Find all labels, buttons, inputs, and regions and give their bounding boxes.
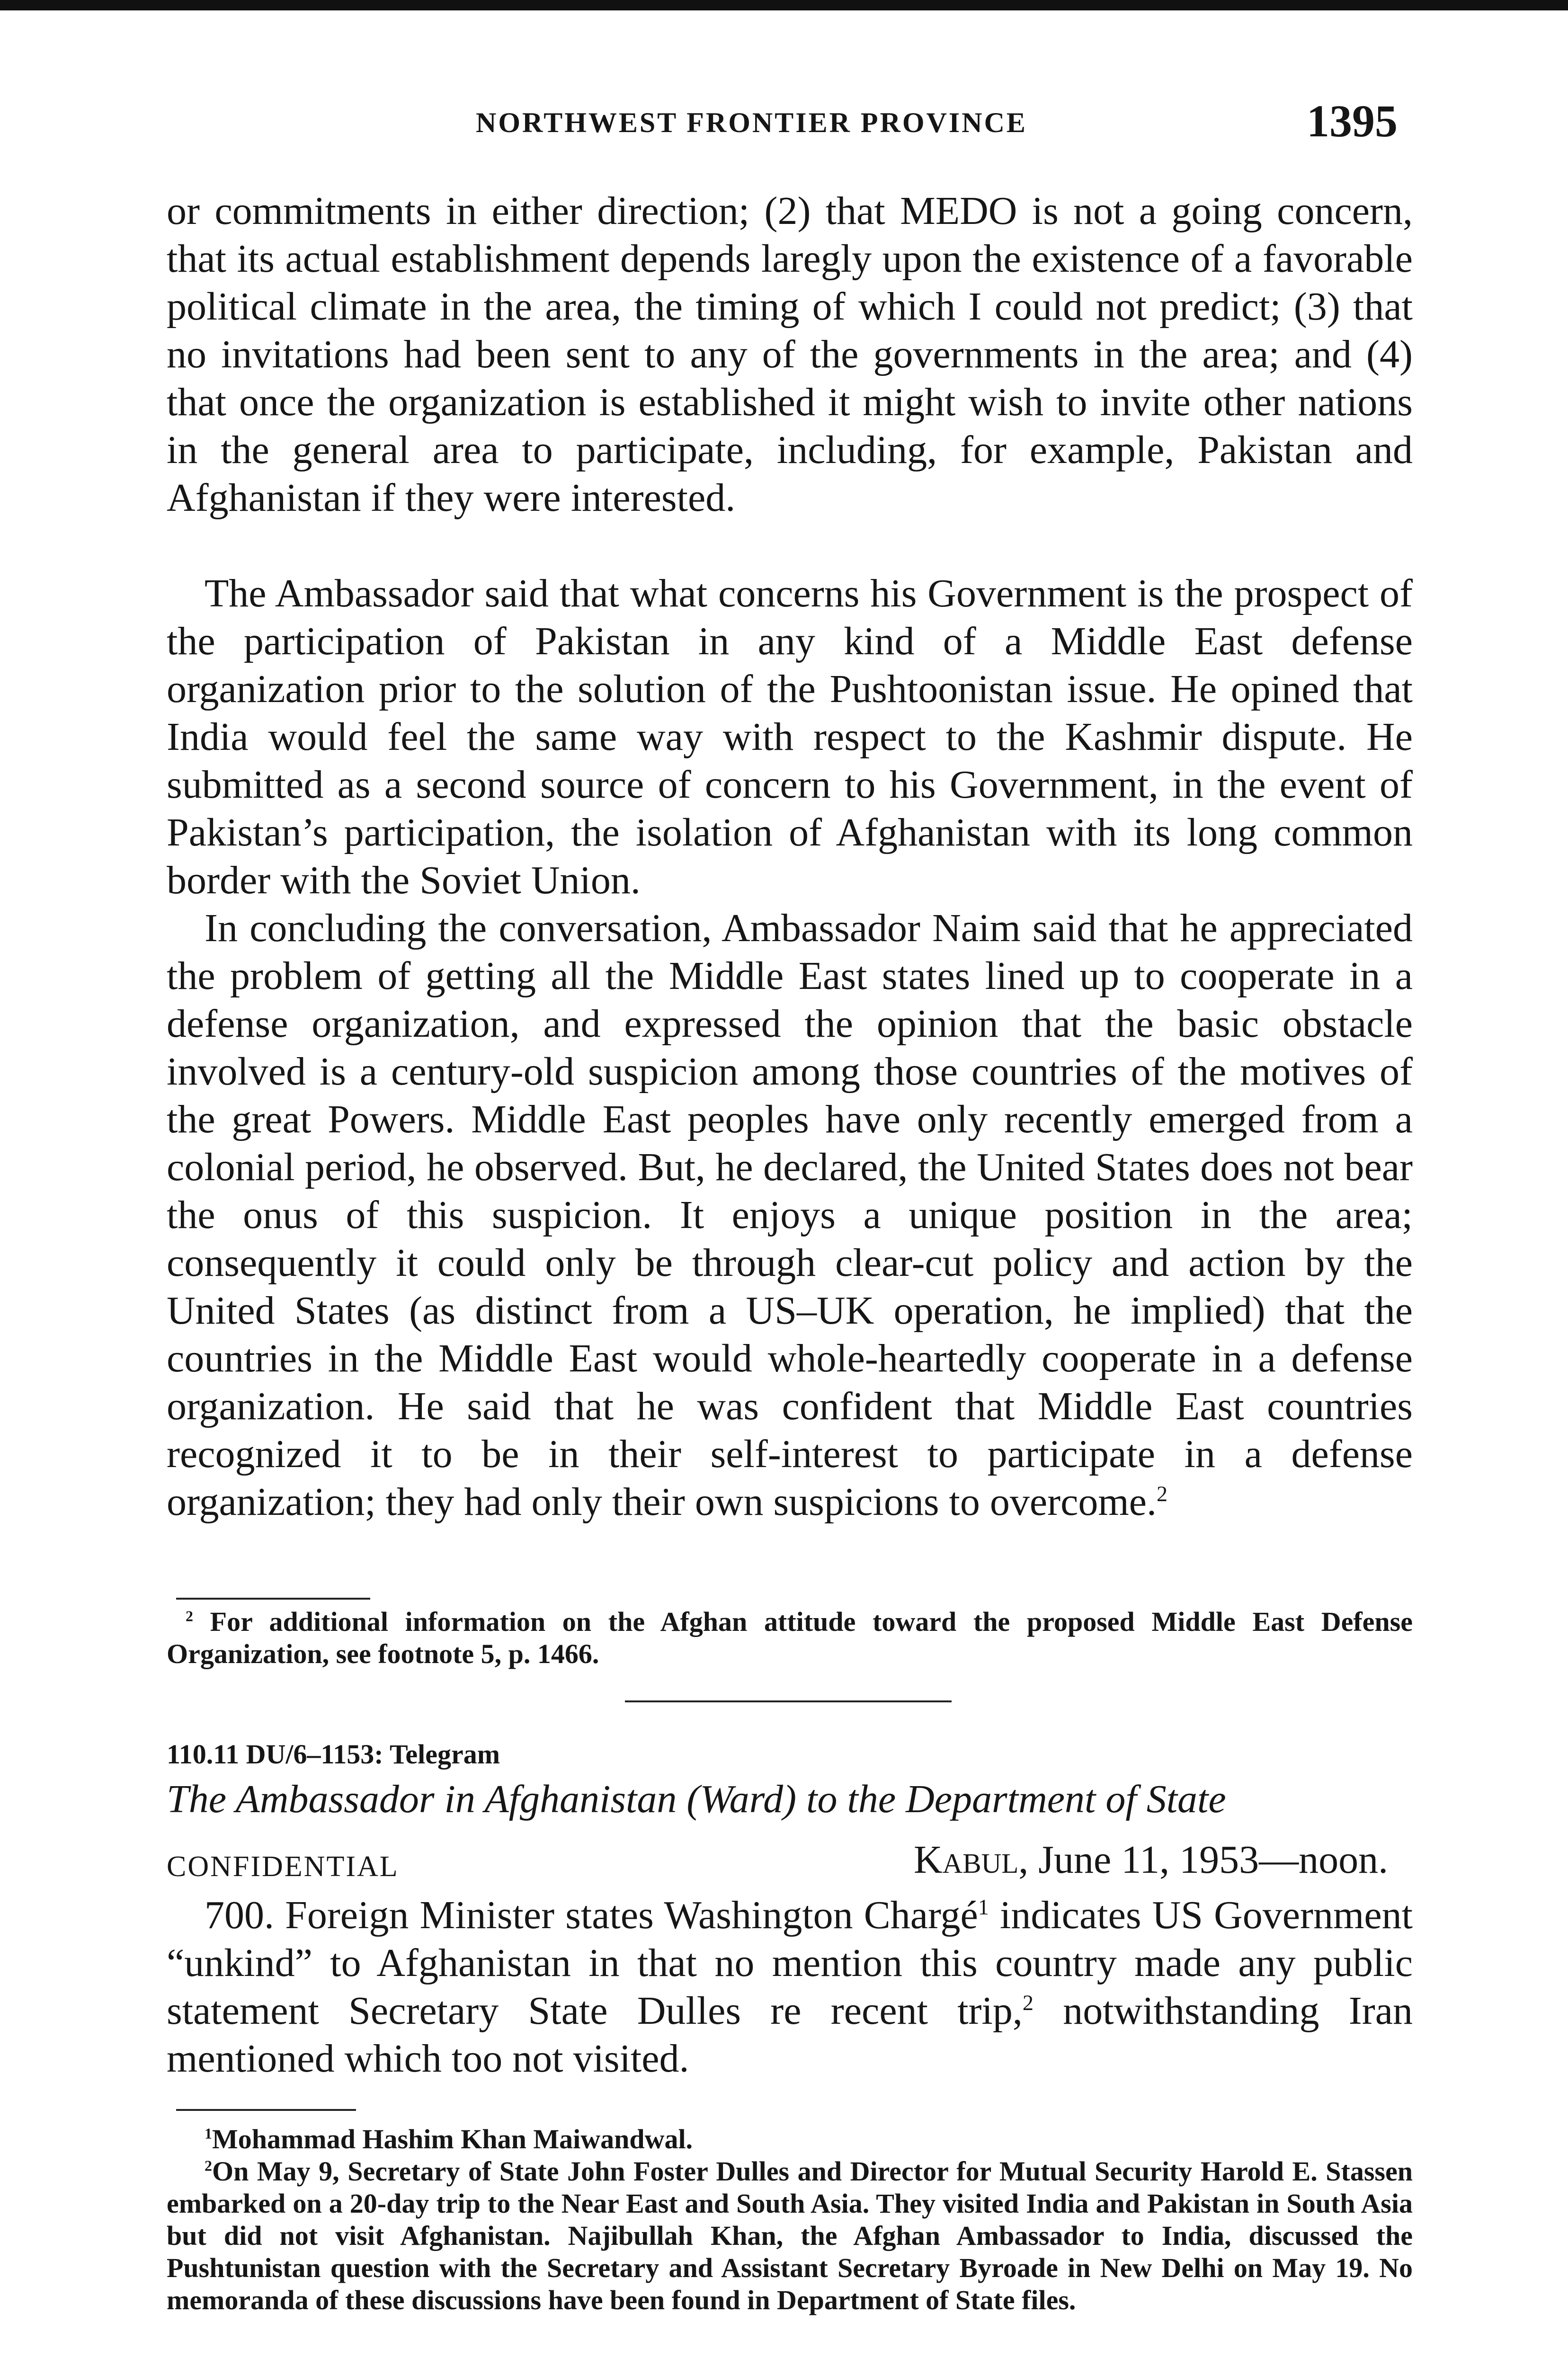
footnote-marker: 1 <box>205 2125 212 2142</box>
running-head: NORTHWEST FRONTIER PROVINCE <box>476 107 1027 138</box>
dateline-date: , June 11, 1953—noon. <box>1018 1838 1389 1882</box>
footnote-2-top <box>167 1606 1413 1670</box>
paragraph-ambassador-concerns: The Ambassador said that what concerns his Government is the prospect of the participation of Pakistan in any kind of a Middle East defense organization prior to the solution of the Pushtoonistan issue. He opined that India would feel the same way with respect to the Kashmir dispute. He submitted as a second source of concern to his Government, in the event of Pakistan’s participation, the isolation of Afghanistan with its long common border with the Soviet Union. <box>167 571 1413 902</box>
telegram-text-b: indicates US Government “unkind” to Afghanistan in that no mention this country made any public statement Secretary State Dulles re recent trip, <box>167 1893 1413 2033</box>
classification-label: CONFIDENTIAL <box>167 1851 399 1883</box>
footnote-ref: 2 <box>1157 1482 1168 1506</box>
paragraph-concluding-conversation <box>167 904 1413 1526</box>
continued-paragraph: or commitments in either direction; (2) that MEDO is not a going concern, that its actual establishment depends laregly upon the existence of a favorable political climate in the area, the timing of which I could not predict; (3) that no invitations had been sent to any of the governments in the area; and (4) that once the organization is established it might wish to invite other nations in the general area to participate, including, for example, Pakistan and Afghanistan if they were interested. <box>167 189 1413 520</box>
footnote-rule <box>176 1598 370 1600</box>
footnote-marker: 2 <box>205 2157 212 2174</box>
footnote-1-bottom <box>167 2123 1413 2155</box>
section-divider <box>625 1700 952 1702</box>
dateline-city: Kabul <box>914 1838 1019 1882</box>
dateline <box>914 1837 1388 1883</box>
footnote-text: For additional information on the Afghan attitude toward the proposed Middle East Defense Organization, see footnote 5, p. 1466. <box>167 1606 1413 1669</box>
document-title: The Ambassador in Afghanistan (Ward) to the Department of State <box>167 1777 1226 1821</box>
footnote-marker: 2 <box>186 1608 193 1625</box>
footnote-2-bottom <box>167 2155 1413 2316</box>
telegram-text-a: 700. Foreign Minister states Washington Chargé <box>205 1893 978 1937</box>
paragraph-text: In concluding the conversation, Ambassador Naim said that he appreciated the problem of getting all the Middle East states lined up to cooperate in a defense organization, and expressed the opinion that the basic obstacle involved is a century-old suspicion among those countries of the motives of the great Powers. Middle East peoples have only recently emerged from a colonial period, he observed. But, he declared, the United States does not bear the onus of this suspicion. It enjoys a unique position in the area; consequently it could only be through clear-cut policy and action by the United States (as distinct from a US–UK operation, he implied) that the countries in the Middle East would whole-heartedly cooperate in a defense organization. He said that he was confident that Middle East countries recognized it to be in their self-interest to participate in a defense organization; they had only their own suspicions to overcome. <box>167 906 1413 1524</box>
footnote-ref-1: 1 <box>978 1895 989 1919</box>
telegram-text-c: notwithstanding Iran mentioned which too not visited. <box>167 1989 1413 2081</box>
telegram-text <box>167 1891 1413 2082</box>
footnote-ref-2: 2 <box>1022 1991 1033 2015</box>
footnote-text: Mohammad Hashim Khan Maiwandwal. <box>212 2124 693 2154</box>
document-id-line: 110.11 DU/6–1153: Telegram <box>167 1739 500 1770</box>
footnote-text: On May 9, Secretary of State John Foster Dulles and Director for Mutual Security Harold E. Stassen embarked on a 20-day trip to the Near East and South Asia. They visited India and Pakistan in South Asia but did not visit Afghanistan. Najibullah Khan, the Afghan Ambassador to India, discussed the Pushtunistan question with the Secretary and Assistant Secretary Byroade in New Delhi on May 19. No memoranda of these discussions have been found in Department of State files. <box>167 2156 1413 2315</box>
footnote-rule-bottom <box>176 2109 356 2111</box>
page-number: 1395 <box>1307 96 1398 146</box>
